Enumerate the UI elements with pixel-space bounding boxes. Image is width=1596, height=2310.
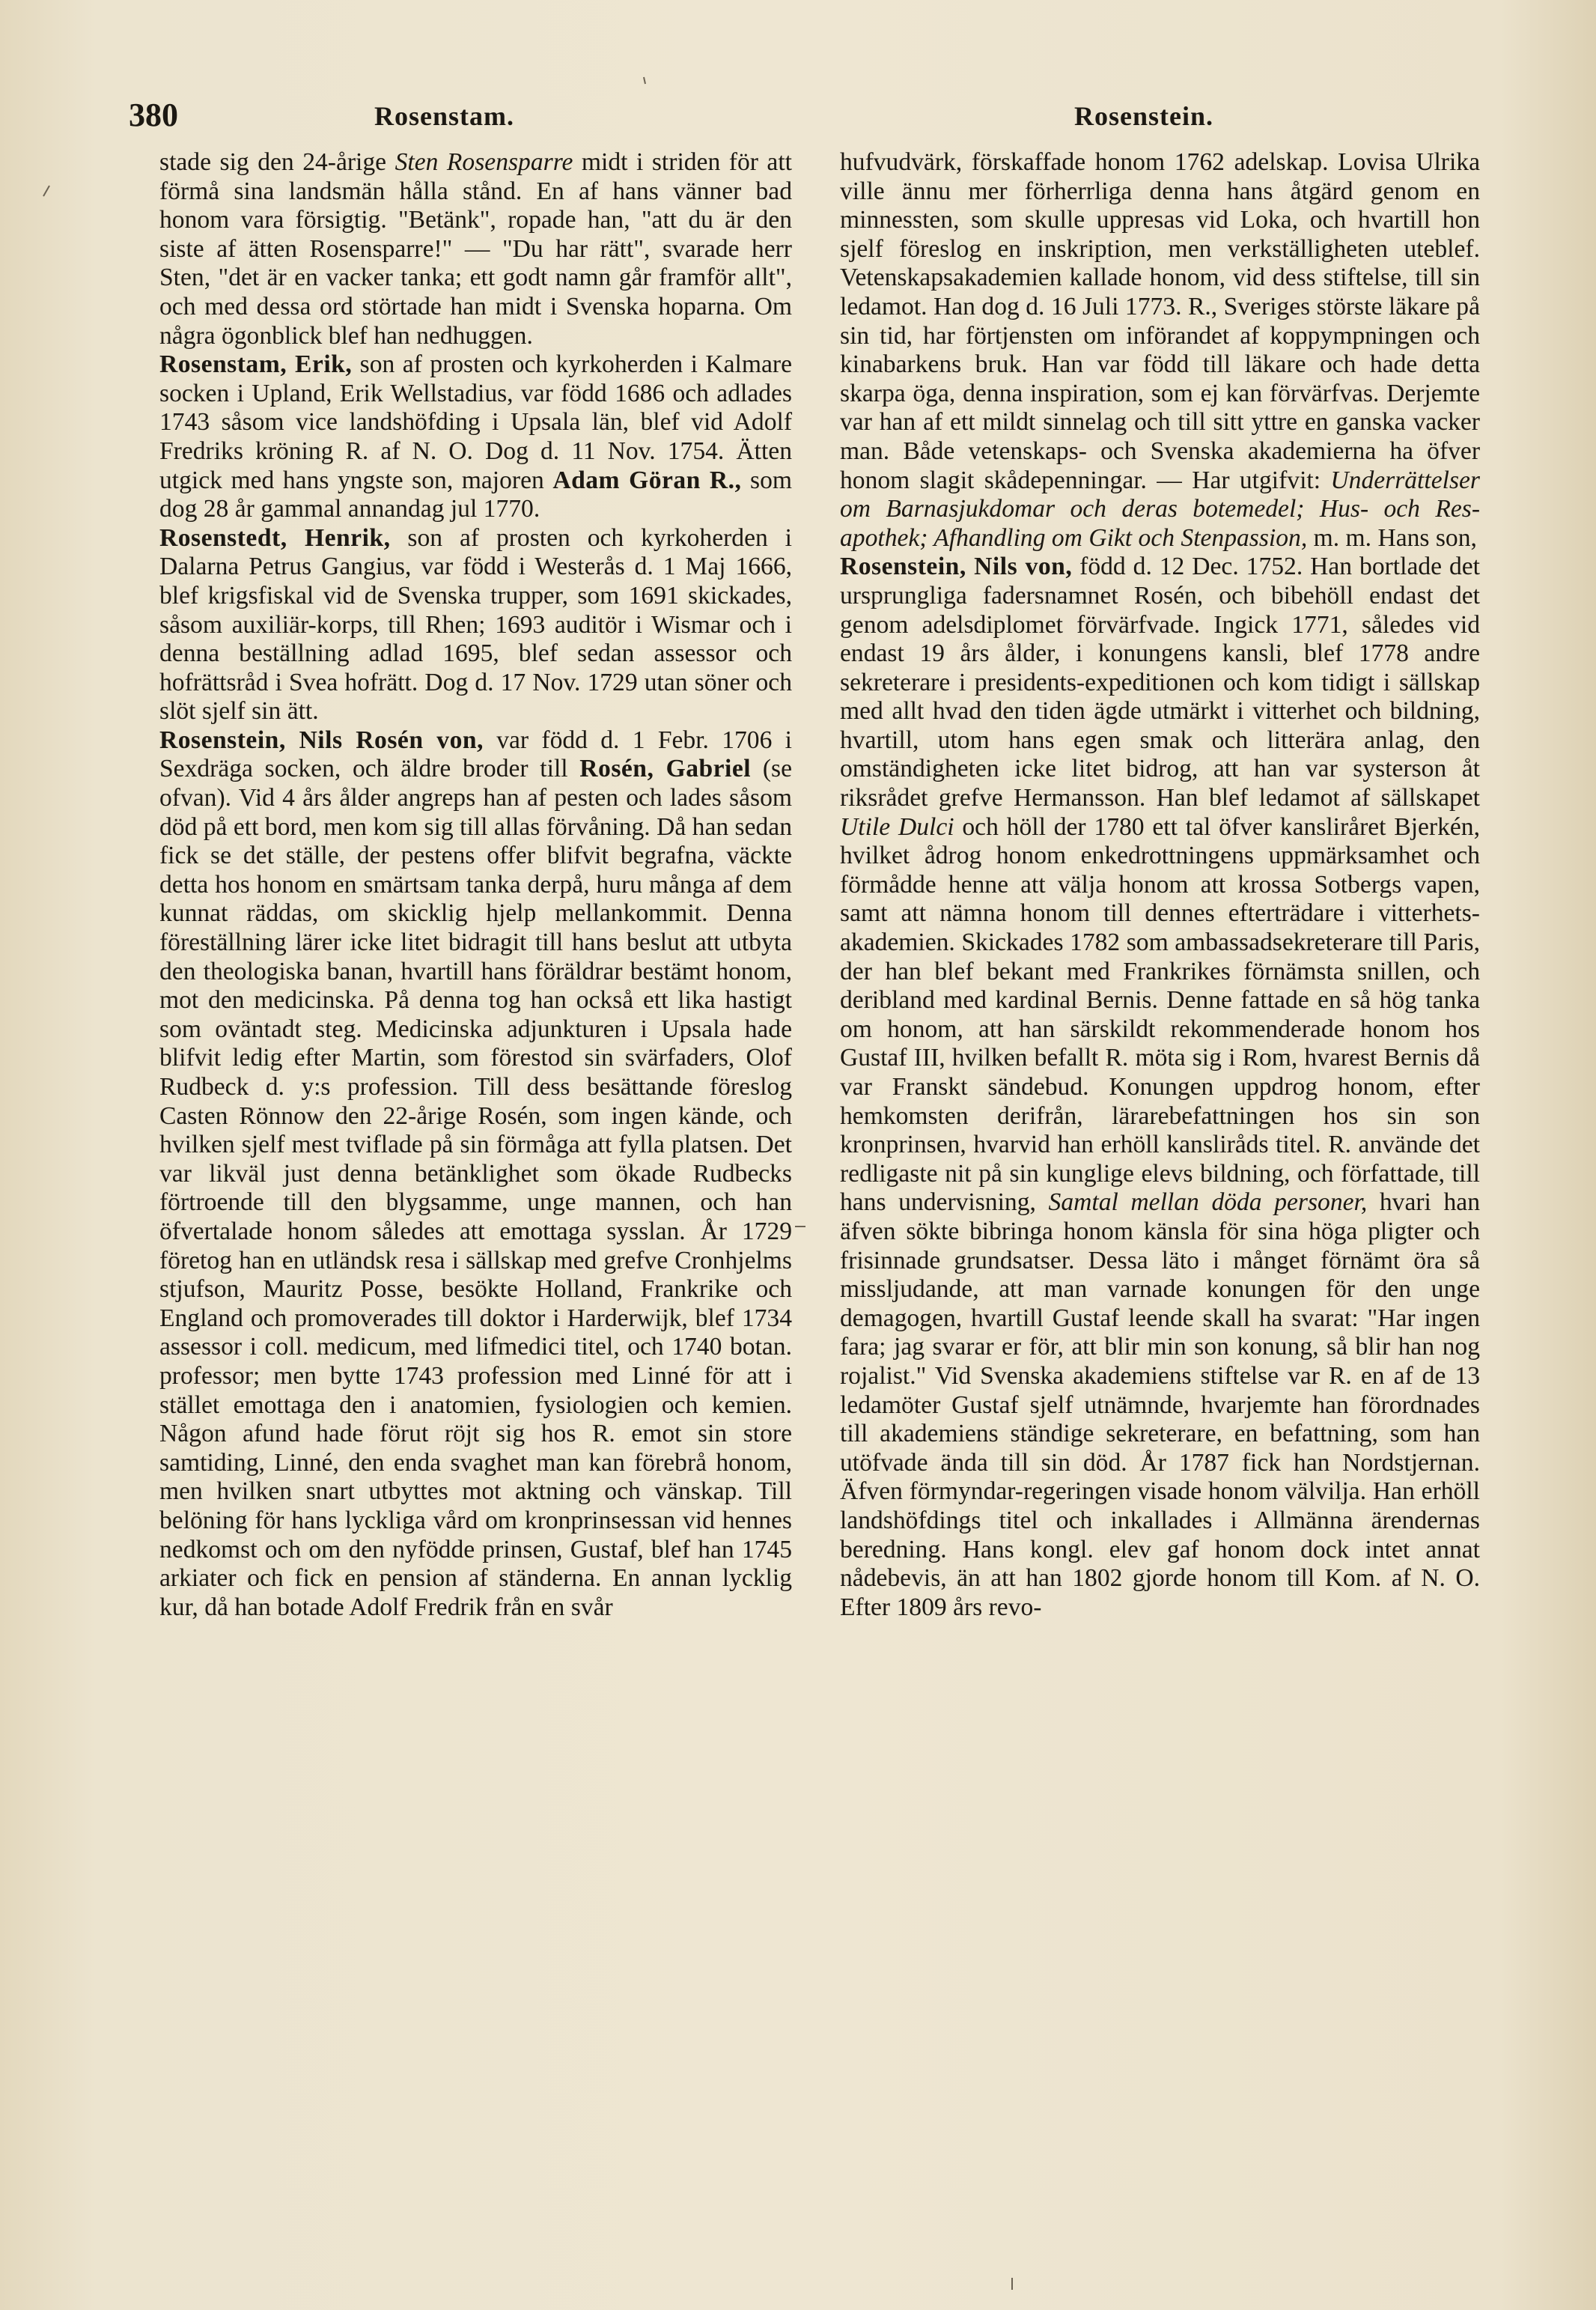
italic-title: Underrättelser om Barnasjukdomar och deras botemedel; Hus- och Res-apothek; Afhandling om Gikt och Stenpassion,: [840, 466, 1480, 552]
entry-paragraph: [159, 148, 792, 350]
entry-text: som dog 28 år gammal annandag jul 1770.: [159, 466, 792, 523]
italic-title: Utile Dulci: [840, 812, 954, 841]
right-column: [840, 148, 1480, 1622]
page-header: [127, 96, 1512, 133]
entry-headword: Rosenstein, Nils Rosén von,: [159, 726, 484, 754]
italic-title: Samtal mellan döda personer,: [1048, 1188, 1368, 1217]
margin-tick-mark: [43, 186, 49, 196]
entry-text: midt i striden för att förmå sina landsmän hålla stånd. En af hans vänner bad honom vara försigtig. "Betänk", ropade han, "att du är den siste af ätten Rosensparre!" — "Du har rätt", svarade herr Sten, "det är en vacker tanka; ett godt namn går framför allt", och med dessa ord störtade han midt i Svenska hoparna. Om några ögonblick blef han nedhuggen.: [159, 148, 792, 350]
entry-text: son af prosten och kyrkoherden i Kalmare socken i Upland, Erik Wellstadius, var född 1686 och adlades 1743 såsom vice landshöfding i Upsala län, blef vid Adolf Fredriks kröning R. af N. O. Dog d. 11 Nov. 1754. Ätten utgick med hans yngste son, majoren: [159, 350, 792, 494]
entry-paragraph: [159, 524, 792, 726]
entry-headword: Rosenstein, Nils von,: [840, 553, 1073, 581]
italic-title: Sten Rosensparre: [395, 148, 573, 176]
entry-headword: Rosén, Gabriel: [579, 755, 752, 783]
entry-paragraph: [840, 553, 1480, 1622]
entry-text: född d. 12 Dec. 1752. Han bortlade det ursprungliga fadersnamnet Rosén, och bibehöll endast det genom adelsdiplomet förvärfvade. Ingick 1771, således vid endast 19 års ålder, i konungens kansli, blef 1778 andre sekreterare i presidents-expeditionen och kom tidigt i sällskap med allt hvad den tiden ägde utmärkt i vitterhet och bildning, hvartill, utom hans egen smak och litterära anlag, den omständigheten icke litet bidrog, att han var systerson åt riksrådet grefve Hermansson. Han blef ledamot af sällskapet: [840, 553, 1480, 812]
entry-text: var född d. 1 Febr. 1706 i Sexdräga socken, och äldre broder till: [159, 726, 792, 783]
running-head-left: Rosenstam.: [374, 101, 514, 131]
page-number: 380: [129, 97, 178, 133]
entry-text: m. m. Hans son,: [1307, 523, 1477, 552]
entry-paragraph: [840, 148, 1480, 553]
top-tick-mark: [644, 77, 645, 84]
entry-text: (se ofvan). Vid 4 års ålder angreps han af pesten och lades såsom död på ett bord, men kom sig till allas förvåning. Då han sedan fick se det ställe, der pestens offer blifvit begrafna, väckte detta hos honom en smärtsam tanka derpå, huru många af dem kunnat räddas, om skicklig hjelp mellankommit. Denna föreställning lärer icke litet bidragit till hans beslut att utbyta den theologiska banan, hvartill hans föräldrar bestämt honom, mot den medicinska. På denna tog han också ett lika hastigt som oväntadt steg. Medicinska adjunkturen i Upsala hade blifvit ledig efter Martin, som förestod sin svärfaders, Olof Rudbeck d. y:s profession. Till dess besättande föreslog Casten Rönnow den 22-årige Rosén, som ingen kände, och hvilken sjelf mest tviflade på sin förmåga att fylla platsen. Det var likväl just denna betänklighet som ökade Rudbecks förtroende till den blygsamme, unge mannen, och han öfvertalade honom således att emottaga sysslan. År 1729 företog han en utländsk resa i sällskap med grefve Cronhjelms stjufson, Mauritz Posse, besökte Holland, Frankrike och England och promoverades till doktor i Harderwijk, blef 1734 assessor i coll. medicum, med lifmedici titel, och 1740 botan. professor; men bytte 1743 profession med Linné för att i stället emottaga den i anatomien, fysiologien och kemien. Någon afund hade förut röjt sig hos R. emot sin store samtiding, Linné, den enda svaghet man kan förebrå honom, men hvilken snart utbyttes mot aktning och vänskap. Till belöning för hans lyckliga vård om kronprinsessan vid hennes nedkomst och om den nyfödde prinsen, Gustaf, blef han 1745 arkiater och fick en pension af ständerna. En annan lycklig kur, då han botade Adolf Fredrik från en svår: [159, 755, 792, 1621]
entry-paragraph: [159, 726, 792, 1622]
left-column: [159, 148, 792, 1622]
entry-text: stade sig den 24-årige: [159, 148, 395, 176]
entry-headword: Rosenstam, Erik,: [159, 350, 353, 379]
entry-paragraph: [159, 350, 792, 524]
entry-text: son af prosten och kyrkoherden i Dalarna Petrus Gangius, var född i Westerås d. 1 Maj 1666, blef krigsfiskal vid de Svenska trupper, som 1691 skickades, såsom auxiliär-korps, till Rhen; 1693 auditör i Wismar och i denna beställning adlad 1695, blef sedan assessor och hofrättsråd i Svea hofrätt. Dog d. 17 Nov. 1729 utan söner och slöt sjelf sin ätt.: [159, 523, 793, 726]
entry-text: och höll der 1780 ett tal öfver kansliråret Bjerkén, hvilket ådrog honom enkedrottningens uppmärksamhet och förmådde henne att välja honom att krossa Sotbergs vapen, samt att nämna honom till dennes efterträdare i vitterhets-akademien. Skickades 1782 som ambassadsekreterare till Paris, der han blef bekant med Frankrikes förnämsta snillen, och deribland med kardinal Bernis. Denne fattade en så hög tanka om honom, att han särskildt rekommenderade honom hos Gustaf III, hvilken befallt R. möta sig i Rom, hvarest Bernis då var Franskt sändebud. Konungen uppdrog honom, efter hemkomsten derifrån, lärarebefattningen hos sin son kronprinsen, hvarvid han erhöll kansliråds titel. R. använde det redligaste nit på sin kunglige elevs bildning, och författade, till hans undervisning,: [840, 812, 1480, 1217]
entry-text: hvari han äfven sökte bibringa honom känsla för sina höga pligter och frisinnade grundsatser. Dessa läto i månget förnämt öra så missljudande, att man varnade konungen för den unge demagogen, hvartill Gustaf leende skall ha svarat: "Har ingen fara; jag svarar er för, att blir min son konung, så blir han nog rojalist." Vid Svenska akademiens stiftelse var R. en af de 13 ledamöter Gustaf sjelf utnämnde, hvarjemte han förordnades till akademiens ständige sekreterare, en befattning, som han utöfvade ända till sin död. År 1787 fick han Nordstjernan. Äfven förmyndar-regeringen visade honom välvilja. Han erhöll landshöfdings titel och inkallades i Allmänna ärendernas beredning. Hans kongl. elev gaf honom dock intet annat nådebevis, än att han 1802 gjorde honom till Kom. af N. O. Efter 1809 års revo-: [840, 1188, 1480, 1621]
entry-text: hufvudvärk, förskaffade honom 1762 adelskap. Lovisa Ulrika ville ännu mer förherrliga denna hans åtgärd genom en minnessten, som skulle uppresas vid Loka, och hvartill hon sjelf föreslog en inskription, men verkställigheten uteblef. Vetenskapsakademien kallade honom, vid dess stiftelse, till sin ledamot. Han dog d. 16 Juli 1773. R., Sveriges störste läkare på sin tid, har förtjensten om införandet af koppympningen och kinabarkens bruk. Han var född till läkare och hade detta skarpa öga, denna inspiration, som ej kan förvärfvas. Derjemte var han af ett mildt sinnelag och till sitt yttre en ganska vacker man. Både vetenskaps- och Svenska akademierna ha öfver honom slagit skådepenningar. — Har utgifvit:: [840, 148, 1480, 494]
entry-headword: Rosenstedt, Henrik,: [159, 523, 391, 552]
running-head-right: Rosenstein.: [1074, 101, 1214, 131]
entry-headword: Adam Göran R.,: [552, 466, 742, 494]
